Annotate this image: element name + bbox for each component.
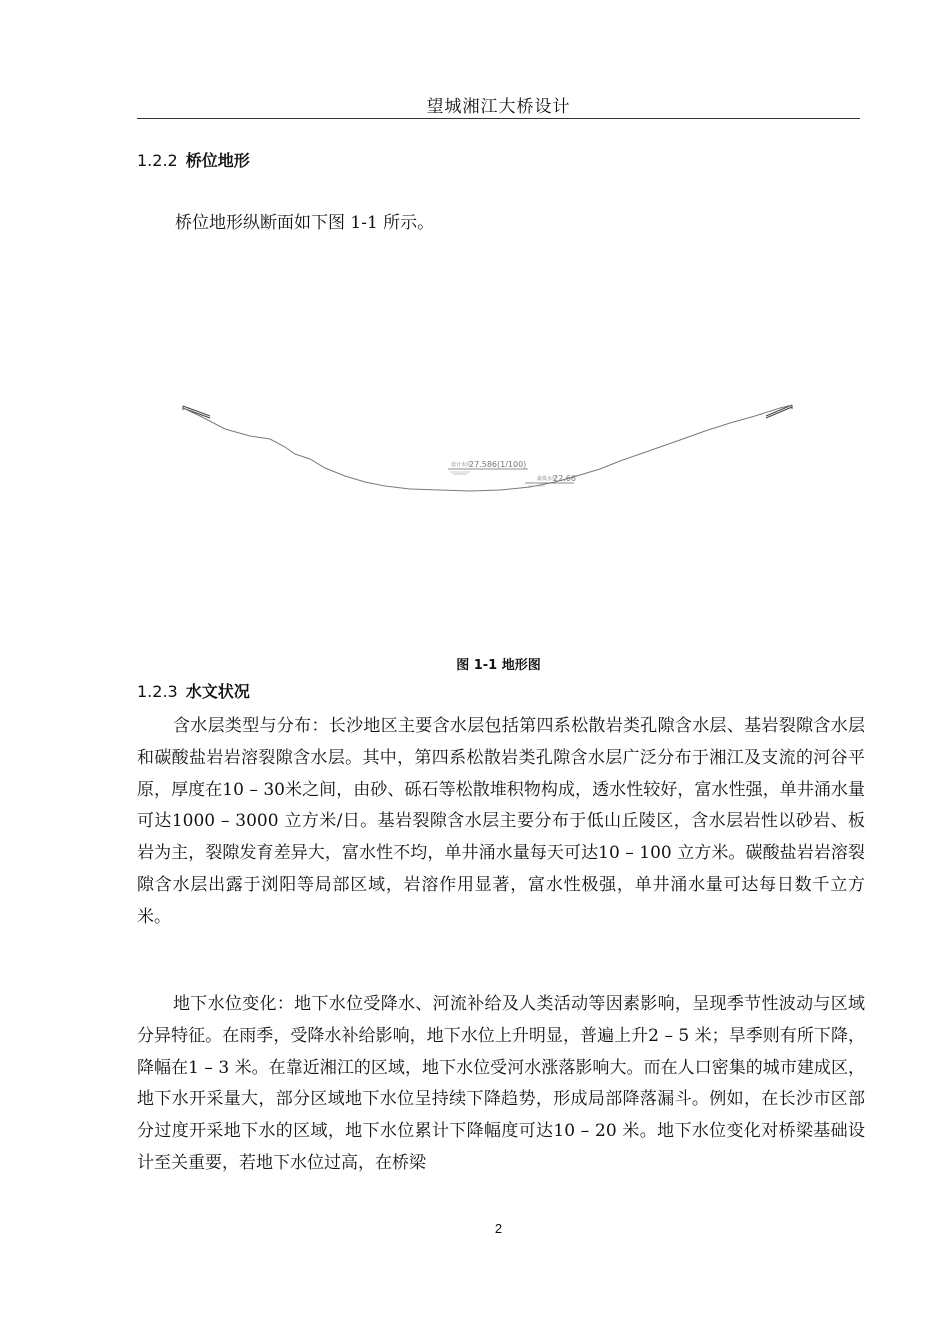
flood-level-tag: 设计水位: [451, 462, 472, 468]
section-number: 1.2.2: [137, 151, 178, 170]
terrain-profile-figure: [170, 392, 810, 502]
paragraph-groundwater-level: 地下水位变化：地下水位受降水、河流补给及人类活动等因素影响，呈现季节性波动与区域分异特征。在雨季，受降水补给影响，地下水位上升明显，普遍上升2 – 5 米；旱季则有所下降，降幅在1 – 3 米。在靠近湘江的区域，地下水位受河水涨落影响大。而在人口密集的城市建成区，地下水开采量大，部分区域地下水位呈持续下降趋势，形成局部降落漏斗。例如，在长沙市区部分过度开采地下水的区域，地下水位累计下降幅度可达10 – 20 米。地下水位变化对桥梁基础设计至关重要，若地下水位过高，在桥梁: [137, 994, 865, 1173]
page-number: 2: [494, 1221, 503, 1236]
section-title: 桥位地形: [185, 151, 250, 170]
intro-sentence: 桥位地形纵断面如下图 1-1 所示。: [175, 213, 435, 233]
section-heading-1-2-2: [137, 148, 250, 171]
flood-water-level-mark: [448, 460, 528, 474]
section-heading-1-2-3: [137, 679, 250, 702]
header-divider: [137, 118, 860, 119]
section-title: 水文状况: [185, 682, 250, 701]
section-number: 1.2.3: [137, 682, 178, 701]
low-water-level-mark: [525, 474, 576, 486]
low-level-tag: 最低水位: [537, 476, 558, 482]
left-abutment-mark: [183, 406, 210, 418]
low-level-value: 22.66: [553, 474, 576, 483]
flood-level-value: 27.586(1/100): [469, 460, 527, 469]
figure-caption: 图 1-1 地形图: [456, 658, 541, 673]
ground-profile-line: [183, 405, 792, 491]
paragraph-aquifer: 含水层类型与分布：长沙地区主要含水层包括第四系松散岩类孔隙含水层、基岩裂隙含水层和碳酸盐岩岩溶裂隙含水层。其中，第四系松散岩类孔隙含水层广泛分布于湘江及支流的河谷平原，厚度在10 – 30米之间，由砂、砾石等松散堆积物构成，透水性较好，富水性强，单井涌水量可达1000 – 3000 立方米/日。基岩裂隙含水层主要分布于低山丘陵区，含水层岩性以砂岩、板岩为主，裂隙发育差异大，富水性不均，单井涌水量每天可达10 – 100 立方米。碳酸盐岩岩溶裂隙含水层出露于浏阳等局部区域，岩溶作用显著，富水性极强，单井涌水量可达每日数千立方米。: [137, 716, 865, 927]
page-header-title: 望城湘江大桥设计: [426, 97, 571, 117]
